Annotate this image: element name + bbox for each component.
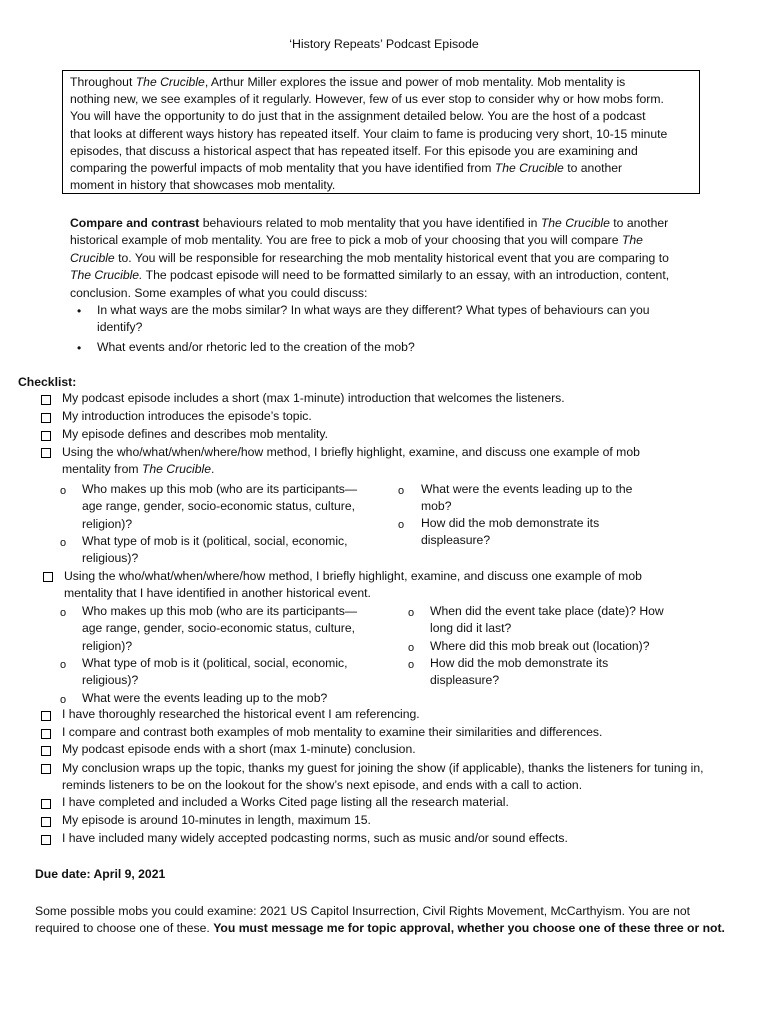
sub-bullet-item: What type of mob is it (political, social, economic, religious)? [82, 656, 348, 688]
bullet-item: What events and/or rhetoric led to the creation of the mob? [97, 340, 415, 354]
sub-bullet-icon: o [60, 607, 67, 619]
intro-line: You will have the opportunity to do just that in the assignment detailed below. You are the host of a podcast [70, 109, 646, 124]
task-paragraph [70, 215, 669, 302]
sub-bullet-item: Where did this mob break out (location)? [430, 639, 650, 653]
sub-bullet-item: What were the events leading up to the mob? [82, 691, 328, 705]
task-line: Crucible to. You will be responsible for researching the mob mentality historical event that you are comparing to [70, 250, 669, 265]
checklist-item-text: Using the who/what/when/where/how method, I briefly highlight, examine, and discuss one example of mob [62, 445, 640, 459]
checkbox-icon[interactable] [41, 729, 51, 739]
checklist-item: My podcast episode ends with a short (max 1-minute) conclusion. [62, 742, 416, 756]
sub-bullet-icon: o [408, 607, 415, 619]
intro-line: episodes, that discuss a historical aspect that has repeated itself. For this episode you are examining and [70, 143, 638, 158]
checkbox-icon[interactable] [41, 413, 51, 423]
footer-line: required to choose one of these. You must message me for topic approval, whether you choose one of these three or not. [35, 921, 725, 936]
checklist-item-text: mentality from The Crucible. [62, 462, 215, 477]
checklist-item-text: reminds listeners to be on the lookout for the show’s next episode, and ends with a call to action. [62, 778, 583, 793]
checklist-item [62, 444, 640, 479]
checkbox-icon[interactable] [41, 799, 51, 809]
checklist-item: I have thoroughly researched the historical event I am referencing. [62, 707, 420, 721]
checkbox-icon[interactable] [41, 431, 51, 441]
checklist-item [62, 760, 704, 795]
checkbox-icon[interactable] [41, 764, 51, 774]
intro-line: moment in history that showcases mob mentality. [70, 178, 336, 193]
checkbox-icon[interactable] [41, 817, 51, 827]
sub-bullet-item: What were the events leading up to the mob? [421, 482, 633, 514]
bullet-text: In what ways are the mobs similar? In what ways are they different? What types of behaviours can you [97, 303, 650, 317]
sub-bullet-item: What type of mob is it (political, social, economic, religious)? [82, 534, 348, 566]
sub-bullet-item: Who makes up this mob (who are its participants— age range, gender, socio-economic status, culture, religion)? [82, 604, 358, 653]
checklist-item: I compare and contrast both examples of mob mentality to examine their similarities and differences. [62, 725, 603, 739]
checkbox-icon[interactable] [41, 746, 51, 756]
footer-paragraph [35, 903, 725, 938]
checklist-item: My podcast episode includes a short (max 1-minute) introduction that welcomes the listeners. [62, 391, 565, 405]
checklist-item-text: My conclusion wraps up the topic, thanks my guest for joining the show (if applicable), thanks the listeners for tuning in, [62, 761, 704, 775]
intro-line: Throughout The Crucible, Arthur Miller explores the issue and power of mob mentality. Mob mentality is [70, 75, 626, 89]
sub-bullet-item: When did the event take place (date)? How long did it last? [430, 604, 664, 636]
sub-bullet-icon: o [60, 537, 67, 549]
bullet-icon: • [77, 304, 82, 318]
sub-bullet-item: How did the mob demonstrate its displeasure? [421, 516, 600, 548]
due-date: Due date: April 9, 2021 [35, 867, 166, 881]
intro-box [62, 70, 700, 194]
checkbox-icon[interactable] [41, 711, 51, 721]
page-title: ‘History Repeats’ Podcast Episode [289, 37, 479, 51]
checkbox-icon[interactable] [41, 395, 51, 405]
checklist-item-text: mentality that I have identified in another historical event. [64, 586, 371, 601]
bullet-icon: • [77, 341, 82, 355]
intro-line: comparing the powerful impacts of mob mentality that you have identified from The Crucible to another [70, 161, 623, 176]
task-line: The Crucible. The podcast episode will need to be formatted similarly to an essay, with an introduction, content, [70, 268, 670, 283]
sub-bullet-item: Who makes up this mob (who are its participants— age range, gender, socio-economic status, culture, religion)? [82, 482, 358, 531]
footer-line: Some possible mobs you could examine: 2021 US Capitol Insurrection, Civil Rights Movement, McCarthyism. You are not [35, 904, 691, 918]
sub-bullet-icon: o [408, 659, 415, 671]
sub-bullet-icon: o [398, 519, 405, 531]
checklist-heading: Checklist: [18, 375, 77, 389]
sub-bullet-icon: o [60, 659, 67, 671]
sub-bullet-icon: o [408, 642, 415, 654]
sub-bullet-icon: o [60, 694, 67, 706]
checkbox-icon[interactable] [41, 835, 51, 845]
intro-line: that looks at different ways history has repeated itself. Your claim to fame is producing very short, 10-15 minute [70, 126, 668, 141]
sub-bullet-item: How did the mob demonstrate its displeasure? [430, 656, 609, 688]
checkbox-icon[interactable] [43, 572, 53, 582]
checklist-item: My introduction introduces the episode’s topic. [62, 409, 312, 423]
task-line: conclusion. Some examples of what you could discuss: [70, 285, 368, 300]
checklist-item [64, 568, 642, 603]
intro-line: nothing new, we see examples of it regularly. However, few of us ever stop to consider why or how mobs form. [70, 92, 664, 107]
checklist-item: My episode is around 10-minutes in length, maximum 15. [62, 813, 371, 827]
checklist-item: I have completed and included a Works Cited page listing all the research material. [62, 795, 509, 809]
sub-bullet-icon: o [60, 485, 67, 497]
sub-bullet-icon: o [398, 485, 405, 497]
checkbox-icon[interactable] [41, 448, 51, 458]
checklist-item: My episode defines and describes mob mentality. [62, 427, 329, 441]
task-line: Compare and contrast behaviours related to mob mentality that you have identified in The Crucible to another [70, 216, 669, 230]
bullet-item [97, 302, 650, 337]
task-line: historical example of mob mentality. You are free to pick a mob of your choosing that you will compare The [70, 233, 643, 248]
bullet-text: identify? [97, 320, 143, 335]
checklist-item-text: Using the who/what/when/where/how method, I briefly highlight, examine, and discuss one example of mob [64, 569, 642, 583]
checklist-item: I have included many widely accepted podcasting norms, such as music and/or sound effects. [62, 831, 568, 845]
